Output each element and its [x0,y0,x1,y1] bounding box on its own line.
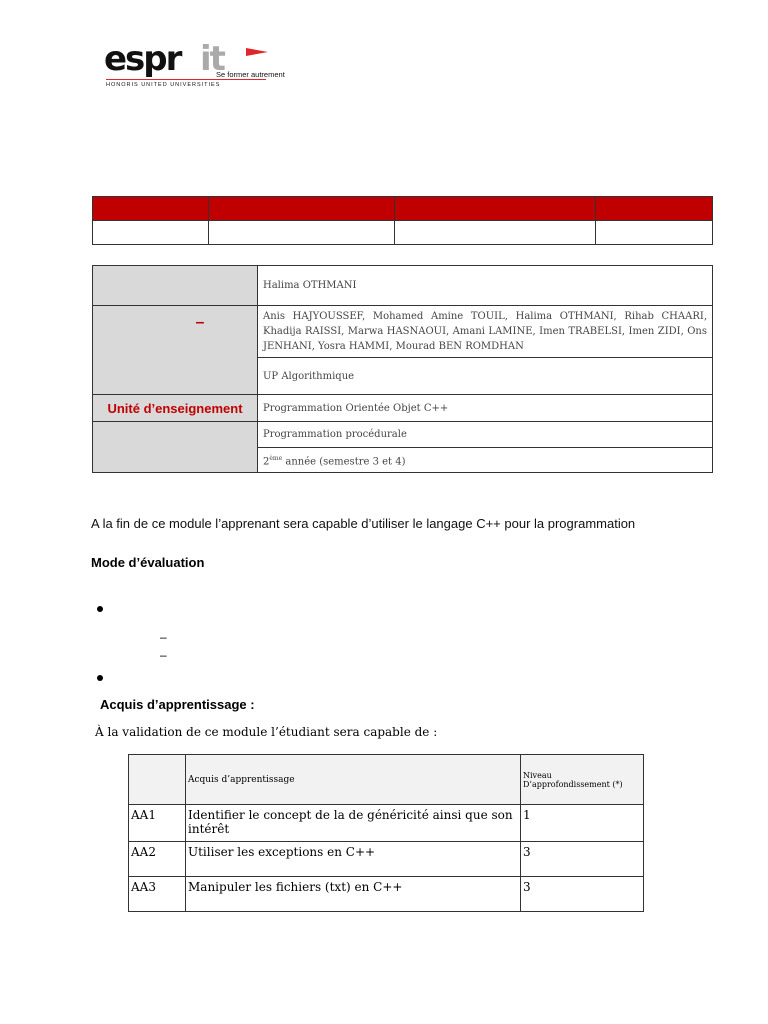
ue-label: Unité d’enseignement [93,395,258,422]
bullet [97,606,103,612]
module-info-table: Halima OTHMANI – Anis HAJYOUSSEF, Mohamed Amine TOUIL, Halima OTHMANI, Rihab CHAARI, Khadija RAISSI, Marwa HASNAOUI, Amani LAMINE, Imen TRABELSI, Imen ZIDI, Ons JENHANI, Yosra HAMMI, Mourad BEN ROMDHAN UP Algorithmique Unité d’enseignement Programmation Orientée Objet C++ Programmation procédurale 2ème année (semestre 3 et 4) [92,265,713,473]
bullet [97,675,103,681]
enseignants: Anis HAJYOUSSEF, Mohamed Amine TOUIL, Halima OTHMANI, Rihab CHAARI, Khadija RAISSI, Marwa HASNAOUI, Amani LAMINE, Imen TRABELSI, Imen ZIDI, Ons JENHANI, Yosra HAMMI, Mourad BEN ROMDHAN [258,306,713,358]
ue-value: Programmation Orientée Objet C++ [258,395,713,422]
dash: – [160,648,167,662]
dash: – [160,630,167,644]
acquis-intro: À la validation de ce module l’étudiant sera capable de : [95,725,438,739]
svg-text:espr: espr [104,39,181,79]
table-row: AA3 Manipuler les fichiers (txt) en C++ 3 [129,877,644,912]
esprit-logo [104,39,285,88]
table-row: AA2 Utiliser les exceptions en C++ 3 [129,842,644,877]
svg-text:it: it [200,39,224,79]
niveau: 2ème année (semestre 3 et 4) [258,448,713,473]
header-table [92,196,713,245]
svg-text:Se former autrement: Se former autrement [216,70,285,79]
acquis-table: Acquis d’apprentissage Niveau D’approfondissement (*) AA1 Identifier le concept de la de généricité ainsi que son intérêt 1 AA2 Utiliser les exceptions en C++ 3 AA3 Manipuler les fichiers (txt) en C++ 3 [128,754,644,912]
acquis-title: Acquis d’apprentissage : [100,697,255,712]
table-row: AA1 Identifier le concept de la de généricité ainsi que son intérêt 1 [129,805,644,842]
unite-pedagogique: UP Algorithmique [258,358,713,395]
responsable: Halima OTHMANI [258,266,713,306]
prerequis: Programmation procédurale [258,422,713,448]
svg-text:HONORIS UNITED UNIVERSITIES: HONORIS UNITED UNIVERSITIES [106,82,221,88]
objective-text: A la fin de ce module l’apprenant sera capable d’utiliser le langage C++ pour la programmation [91,516,636,531]
eval-title: Mode d’évaluation [91,555,205,570]
